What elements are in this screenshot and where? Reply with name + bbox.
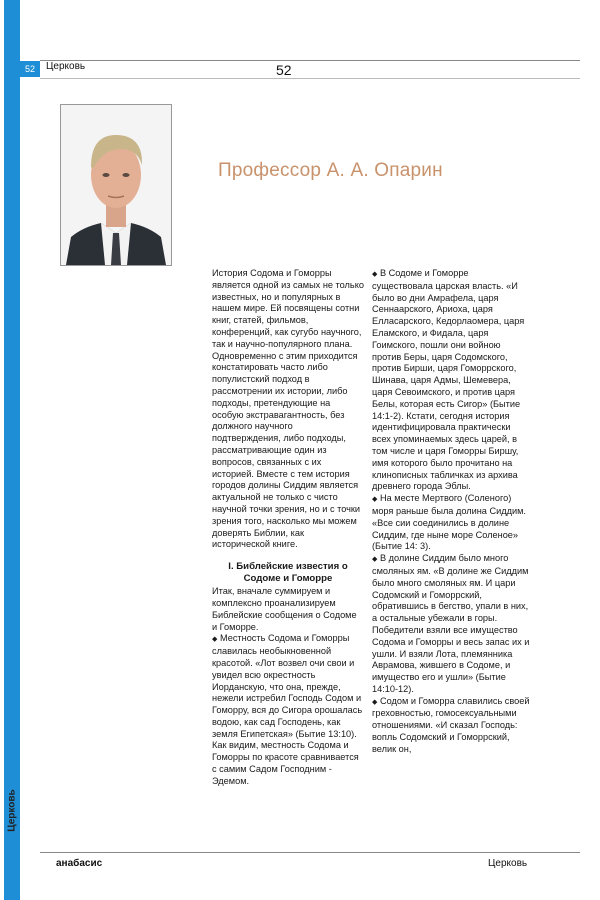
body-paragraph: Итак, вначале суммируем и комплексно проанализируем Библейские сообщения о Содоме и Гоморре.	[212, 586, 357, 632]
author-title: Профессор А. А. Опарин	[218, 160, 443, 181]
bullet-paragraph: ◆ В Содоме и Гоморре существовала царская власть. «И было во дни Амрафела, царя Сеннаарского, Ариоха, царя Елласарского, Кедорлаомера, царя Еламского, и Фидала, царя Гоимского, пошли они войною против Беры, царя Содомского, против Бирши, царя Гоморрского, Шинава, царя Адмы, Шемевера, царя Севоимского, и против царя Белы, которая есть Сигор» (Бытие 14:1-2). Кстати, сегодня история идентифицировала практически всех упоминаемых здесь царей, в том числе и царя Гоморры Биршу, имя которого было прочитано на клинописных табличках из архива древнего города Эблы.	[372, 268, 525, 492]
section-heading: I. Библейские известия о Содоме и Гоморре	[228, 561, 348, 584]
bullet-paragraph: ◆ Местность Содома и Гоморры славилась необыкновенной красотой. «Лот возвел очи свои и увидел всю окрестность Иорданскую, что она, прежде, нежели истребил Господь Содом и Гоморру, вся до Сигора орошалась водою, как сад Господень, как земля Египетская» (Бытие 13:10). Как видим, местность Содома и Гоморры по красоте сравнивается с самим Садом Господним - Эдемом.	[212, 633, 363, 786]
header-rule-bottom	[40, 78, 580, 79]
header-rule-top	[40, 60, 580, 61]
diamond-bullet-icon: ◆	[372, 271, 378, 278]
bullet-paragraph: ◆ В долине Сиддим было много смоляных ям. «В долине же Сиддим было много смоляных ям. И цари Содомский и Гоморрский, обратившись в бегство, упали в них, а остальные убежали в горы. Победители взяли все имущество Содома и Гоморры и весь запас их и ушли. И взяли Лота, племянника Аврамова, жившего в Содоме, и имущество его и ушли» (Бытие 14:10-12).	[372, 553, 530, 694]
diamond-bullet-icon: ◆	[372, 496, 378, 504]
header-section-title: Церковь	[46, 61, 86, 72]
bullet-paragraph: ◆ Содом и Гоморра славились своей греховностью, гомосексуальными отношениями. «И сказал Господь: вопль Содомский и Гоморрский, велик он,	[372, 695, 530, 754]
footer-rule	[40, 852, 580, 853]
footer-magazine-name: анабасис	[56, 858, 103, 869]
side-section-label: Церковь	[6, 788, 18, 832]
author-photo	[60, 104, 172, 266]
article-column-left	[212, 268, 364, 788]
side-accent-bar	[4, 0, 20, 900]
page-number: 52	[276, 62, 292, 78]
diamond-bullet-icon: ◆	[372, 556, 378, 564]
diamond-bullet-icon: ◆	[212, 636, 218, 644]
header-page-tab: 52	[20, 61, 40, 77]
diamond-bullet-icon: ◆	[372, 698, 378, 706]
intro-paragraph: История Содома и Гоморры является одной из самых не только известных, но и популярных в нашем мире. Ей посвящены сотни книг, статей, фильмов, конференций, как сугубо научного, так и научно-популярного плана. Одновременно с этим приходится констатировать часто либо популистский подход в рассмотрении их истории, либо подходы, претендующие на особую экстравагантность, без должного научного подтверждения, либо подходы, рассматривающие один из вопросов, связанных с их историей. Вместе с тем история городов долины Сиддим является актуальной не только с чисто научной точки зрения, но и с точки зрения того, насколько мы можем доверять Библии, как исторической книге.	[212, 268, 364, 550]
bullet-paragraph: ◆ На месте Мертвого (Соленого) моря раньше была долина Сиддим. «Все сии соединились в долине Сиддим, где ныне море Соленое» (Бытие 14: 3).	[372, 493, 526, 552]
author-portrait-image	[61, 105, 171, 265]
article-column-right	[372, 268, 530, 756]
footer-section-name: Церковь	[488, 858, 528, 869]
